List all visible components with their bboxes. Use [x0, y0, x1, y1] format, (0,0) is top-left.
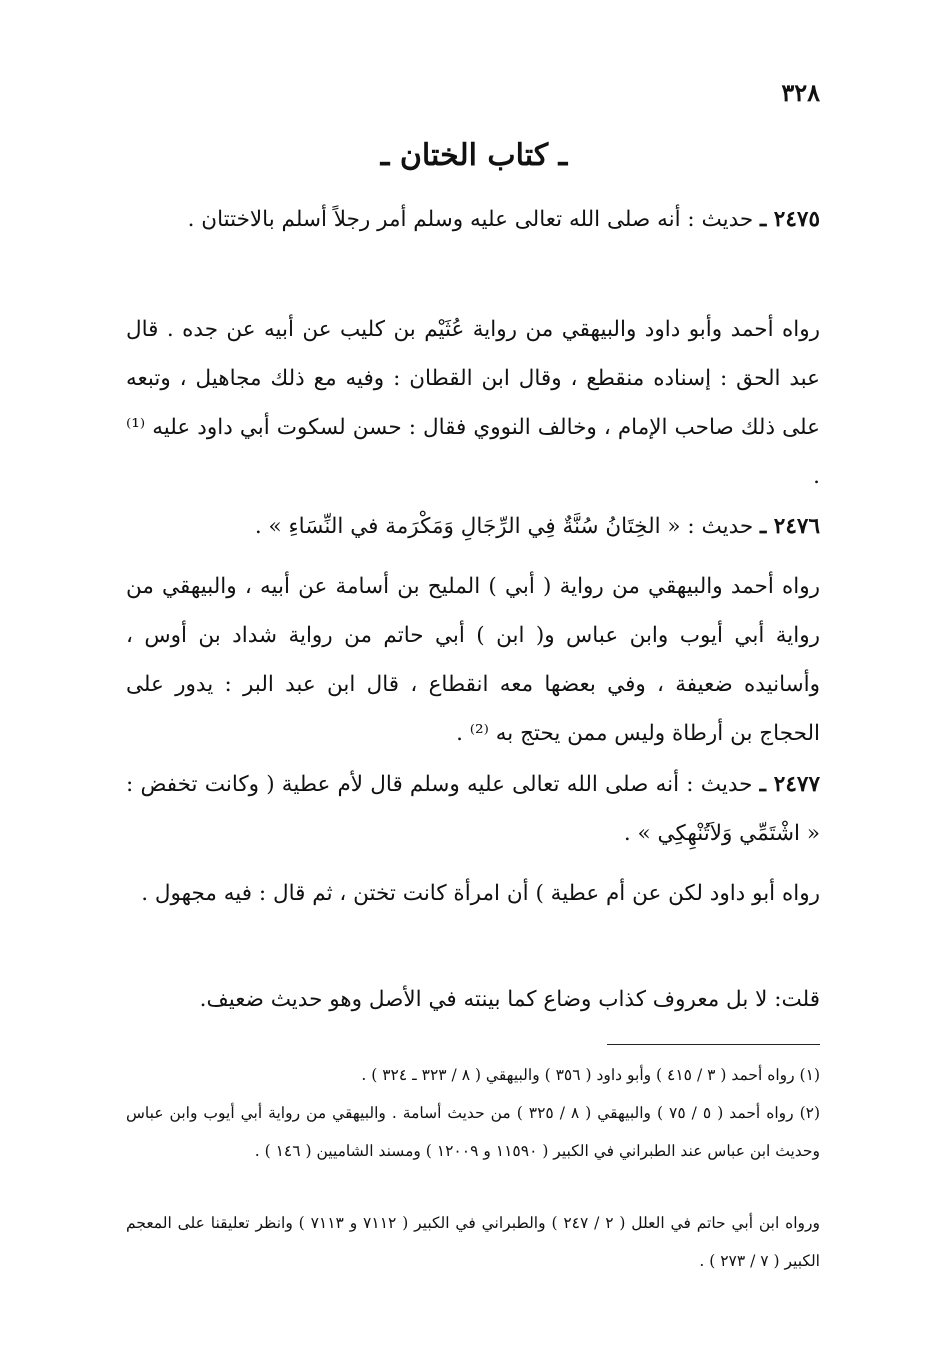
footnote-2-continued: ورواه ابن أبي حاتم في العلل ( ٢ / ٢٤٧ ) والطبراني في الكبير ( ٧١١٢ و ٧١١٣ ) وانظر تعليقنا على المعجم الكبير ( ٧ / ٢٧٣ ) . [126, 1214, 821, 1270]
footnote-divider [607, 1044, 820, 1045]
commentary-paragraph: رواه أبو داود لكن عن أم عطية ) أن امرأة كانت تختن ، ثم قال : فيه مجهول . [141, 881, 820, 906]
commentary-paragraph: رواه أحمد والبيهقي من رواية ( أبي ) المليح بن أسامة عن أبيه ، والبيهقي من رواية أبي أيوب وابن عباس و( ابن ) أبي حاتم من رواية شداد بن أوس ، وأسانيده ضعيفة ، وفي بعضها معه انقطاع ، قال ابن عبد البر : يدور على الحجاج بن أرطاة وليس ممن يحتج به ⁽²⁾ . [126, 574, 820, 746]
chapter-title: ـ كتاب الختان ـ [380, 138, 568, 173]
hadith-number: ٢٤٧٧ ـ [759, 772, 820, 797]
hadith-2476 [126, 502, 820, 551]
hadith-2475 [126, 195, 820, 244]
hadith-number: ٢٤٧٥ ـ [760, 207, 820, 232]
hadith-2477 [126, 760, 820, 858]
footnote-2: (٢) رواه أحمد ( ٥ / ٧٥ ) والبيهقي ( ٨ / ٣٢٥ ) من حديث أسامة . والبيهقي من رواية أبي أيوب وابن عباس وحديث ابن عباس عند الطبراني في الكبير ( ١١٥٩٠ و ١٢٠٠٩ ) ومسند الشاميين ( ١٤٦ ) . [126, 1104, 821, 1160]
hadith-number: ٢٤٧٦ ـ [760, 514, 820, 539]
page-number: ٣٢٨ [781, 78, 820, 107]
commentary-paragraph: رواه أحمد وأبو داود والبيهقي من رواية عُثَيْم بن كليب عن أبيه عن جده . قال عبد الحق : إسناده منقطع ، وقال ابن القطان : وفيه مع ذلك مجاهيل ، وتبعه على ذلك صاحب الإمام ، وخالف النووي فقال : حسن لسكوت أبي داود عليه ⁽¹⁾ . [126, 317, 820, 489]
footnote-1: (١) رواه أحمد ( ٣ / ٤١٥ ) وأبو داود ( ٣٥٦ ) والبيهقي ( ٨ / ٣٢٣ ـ ٣٢٤ ) . [361, 1066, 820, 1084]
hadith-text: حديث : أنه صلى الله تعالى عليه وسلم قال لأم عطية ( وكانت تخفض : « اشْتَمِّي وَلاَتُنْهِكِي » . [126, 772, 820, 846]
author-note: قلت: لا بل معروف كذاب وضاع كما بينته في الأصل وهو حديث ضعيف. [199, 987, 820, 1012]
hadith-text: حديث : « الخِتَانُ سُنَّةٌ فِي الرِّجَالِ وَمَكْرَمة في النِّسَاءِ » . [254, 514, 760, 539]
hadith-text: حديث : أنه صلى الله تعالى عليه وسلم أمر رجلاً أسلم بالاختتان . [187, 207, 760, 232]
